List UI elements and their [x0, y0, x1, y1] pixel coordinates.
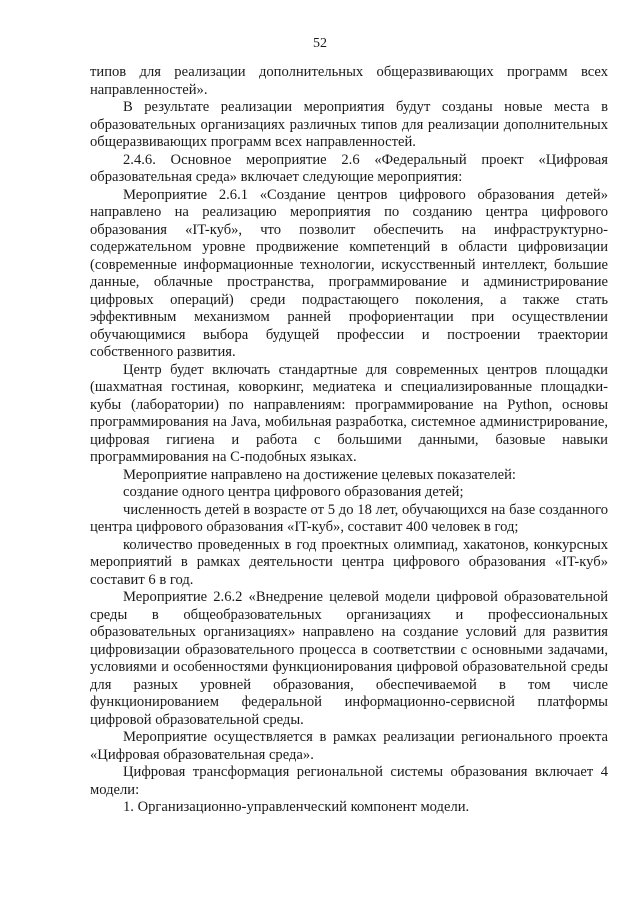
paragraph: Мероприятие направлено на достижение целевых показателей:: [123, 466, 516, 483]
paragraph: 2.4.6. Основное мероприятие 2.6 «Федеральный проект «Цифровая образовательная среда» включает следующие мероприятия:: [90, 151, 608, 185]
body-text: [90, 64, 608, 817]
paragraph: Мероприятие 2.6.2 «Внедрение целевой модели цифровой образовательной среды в общеобразовательных организациях и профессиональных образовательных организациях» направлено на создание условий для развития цифровизации образовательного процесса в соответствии с основными задачами, условиями и особенностями функционирования цифровой образовательной среды для разных уровней образования, обеспечиваемой в том числе функционированием федеральной информационно-сервисной платформы цифровой образовательной среды.: [90, 589, 608, 728]
paragraph: типов для реализации дополнительных общеразвивающих программ всех направленностей».: [90, 64, 608, 98]
paragraph: Центр будет включать стандартные для современных центров площадки (шахматная гостиная, коворкинг, медиатека и специализированные площадки-кубы (лаборатории) по направлениям: программирование на Python, основы программирования на Java, мобильная разработка, системное администрирование, цифровая гигиена и работа с большими данными, базовые навыки программирования на С-подобных языках.: [90, 361, 608, 465]
paragraph: количество проведенных в год проектных олимпиад, хакатонов, конкурсных мероприятий в рамках деятельности центра цифрового образования «IT-куб» составит 6 в год.: [90, 536, 608, 588]
page-number: 52: [313, 36, 327, 51]
paragraph: создание одного центра цифрового образования детей;: [123, 484, 464, 500]
paragraph: В результате реализации мероприятия будут созданы новые места в образовательных организациях различных типов для реализации дополнительных общеразвивающих программ всех направленностей.: [90, 99, 608, 150]
paragraph: Цифровая трансформация региональной системы образования включает 4 модели:: [90, 764, 608, 798]
paragraph: Мероприятие 2.6.1 «Создание центров цифрового образования детей» направлено на реализацию мероприятия по созданию центра цифрового образования «IT-куб», что позволит обеспечить на инфраструктурно-содержательном уровне продвижение компетенций в области цифровизации (современные информационные технологии, искусственный интеллект, большие данные, облачные пространства, программирование и администрирование цифровых операций) среди подрастающего поколения, а также стать эффективным механизмом ранней профориентации при осуществлении обучающимися выбора будущей профессии и построении траектории собственного развития.: [90, 186, 608, 360]
paragraph: Мероприятие осуществляется в рамках реализации регионального проекта «Цифровая образовательная среда».: [90, 729, 608, 763]
paragraph: численность детей в возрасте от 5 до 18 лет, обучающихся на базе созданного центра цифрового образования «IT-куб», составит 400 человек в год;: [90, 501, 608, 535]
paragraph: 1. Организационно-управленческий компонент модели.: [123, 799, 470, 815]
